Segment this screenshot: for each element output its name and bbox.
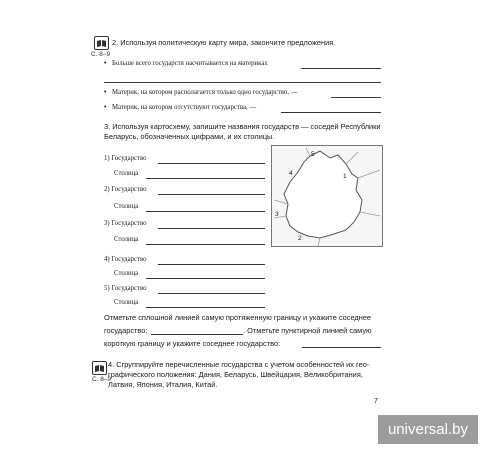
state-label-5: 5) Государство: [104, 285, 147, 292]
bullet: •: [104, 104, 107, 111]
map-label-4: 4: [289, 170, 293, 177]
task3-heading-line1: 3. Используя картосхему, запишите названия государств — соседей Республики: [104, 122, 381, 131]
task4-line1: 4. Сгруппируйте перечисленные государства с учетом особенностей их гео-: [108, 360, 370, 369]
answer-line[interactable]: [146, 244, 265, 245]
instruction-line2b: . Отметьте пунктирной линией самую: [243, 326, 372, 335]
bullet: •: [104, 89, 107, 96]
answer-line[interactable]: [301, 68, 381, 69]
map-label-1: 1: [343, 173, 347, 180]
answer-line[interactable]: [146, 307, 265, 308]
state-label-1: 1) Государство: [104, 155, 147, 162]
answer-line[interactable]: [158, 163, 265, 164]
page-reference: С. 8–9: [91, 51, 111, 58]
answer-line[interactable]: [158, 264, 265, 265]
map-label-5: 5: [311, 151, 315, 158]
instruction-line1: Отметьте сплошной линией самую протяженную границу и укажите соседнее: [104, 313, 372, 322]
answer-line[interactable]: [158, 228, 265, 229]
task2-item-2: Материк, на котором располагается только одно государство, —: [112, 89, 298, 96]
watermark-badge: universal.by: [378, 415, 478, 444]
capital-label-5: Столица: [114, 299, 139, 306]
instruction-line2a: государство:: [104, 326, 148, 335]
book-icon: [92, 361, 107, 375]
page-number: 7: [374, 398, 378, 405]
answer-line[interactable]: [146, 178, 265, 179]
answer-line[interactable]: [158, 194, 265, 195]
belarus-map: [271, 145, 383, 247]
page-reference: С. 8–9: [92, 376, 112, 383]
answer-line[interactable]: [331, 97, 381, 98]
map-label-3: 3: [275, 211, 279, 218]
capital-label-1: Столица: [114, 170, 139, 177]
task2-item-1: Больше всего государств насчитывается на материках: [112, 60, 268, 67]
state-label-4: 4) Государство: [104, 256, 147, 263]
task2-item-3: Материк, на котором отсутствуют государства, —: [112, 104, 257, 111]
capital-label-3: Столица: [114, 236, 139, 243]
map-label-2: 2: [298, 235, 302, 242]
capital-label-4: Столица: [114, 270, 139, 277]
answer-line[interactable]: [158, 293, 265, 294]
task4-line2: графического положения: Дания, Беларусь, Швейцария, Великобритания,: [108, 370, 363, 379]
capital-label-2: Столица: [114, 203, 139, 210]
instruction-line3: короткую границу и укажите соседнее государство:: [104, 339, 281, 348]
answer-line[interactable]: [146, 278, 265, 279]
book-icon: [94, 36, 109, 50]
answer-line[interactable]: [146, 211, 265, 212]
state-label-2: 2) Государство: [104, 186, 147, 193]
task4-line3: Латвия, Япония, Италия, Китай.: [108, 380, 218, 389]
belarus-outline: [272, 146, 382, 246]
bullet: •: [104, 60, 107, 67]
answer-line[interactable]: [104, 82, 381, 83]
answer-line[interactable]: [281, 112, 381, 113]
answer-line[interactable]: [151, 334, 243, 335]
answer-line[interactable]: [302, 347, 381, 348]
task3-heading-line2: Беларусь, обозначенных цифрами, и их столицы.: [104, 132, 275, 141]
state-label-3: 3) Государство: [104, 220, 147, 227]
task2-heading: 2. Используя политическую карту мира, закончите предложения.: [112, 38, 336, 47]
